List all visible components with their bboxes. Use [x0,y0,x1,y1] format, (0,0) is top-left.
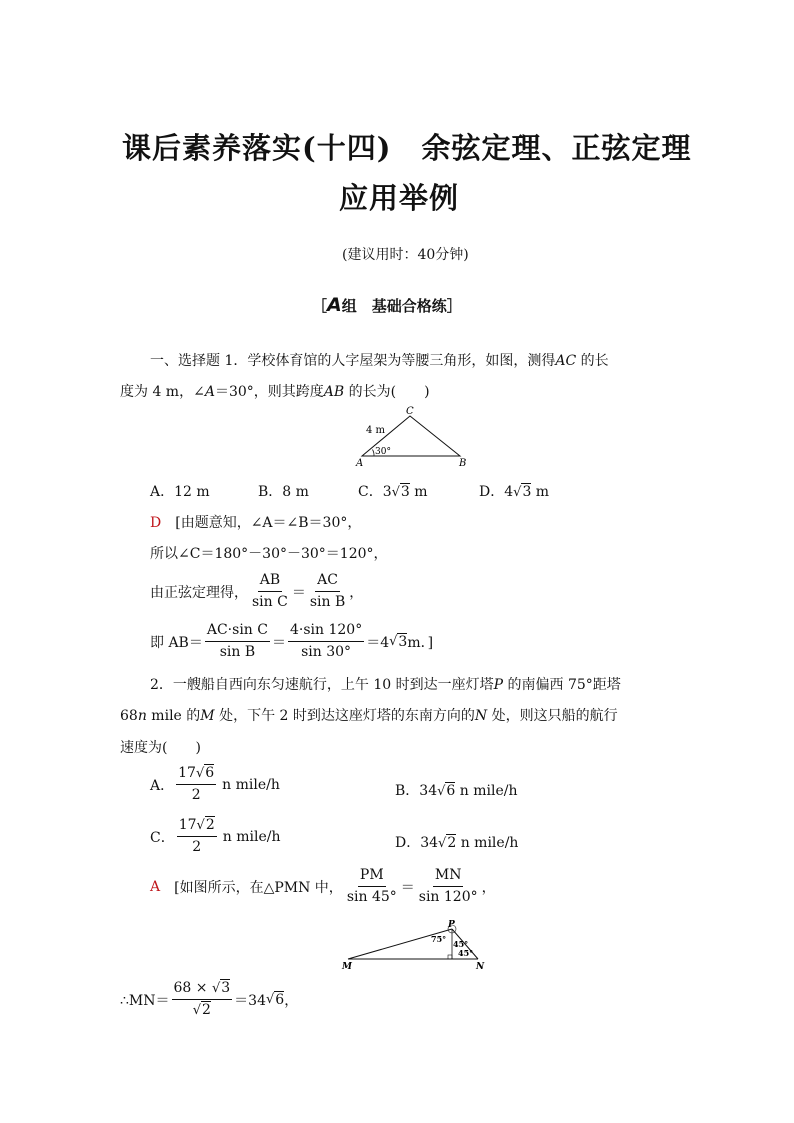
option-text: C．3 [358,484,392,500]
option-label: D．34 [395,835,439,851]
q2-text: 处，下午 2 时到达这座灯塔的东南方向的 [214,708,475,724]
fraction [345,867,399,906]
q1-text: ＝30°，则其跨度 [214,384,324,400]
angle-label: 30° [375,447,391,457]
answer-text: ， [349,584,364,601]
group-letter: A [327,294,342,316]
numerator: AB [258,572,282,592]
q1-var: AC [555,353,577,369]
q1-text: 的长为( ) [344,384,430,400]
fraction [205,622,270,661]
numerator [177,817,217,837]
q2-option-d [395,832,518,852]
right-angle-mark [448,955,452,959]
q1-option-c [358,481,428,501]
numerator [172,980,233,1000]
answer-text: [由题意知，∠A＝∠B＝30°， [175,515,362,531]
answer-text: ， [481,879,496,896]
fraction [176,765,216,804]
answer-letter: A [150,878,161,895]
q2-line2 [120,705,618,725]
radicand: 6 [205,765,215,781]
q2-option-b [395,780,518,800]
fraction [177,817,217,856]
q2-answer-line2 [120,980,298,1019]
fraction [417,867,480,906]
q1-text: 一、选择题 1．学校体育馆的人字屋架为等腰三角形，如图，测得 [150,353,556,369]
q2-answer-line1 [150,867,496,906]
denominator: 2 [191,787,201,803]
q1-option-d [479,481,549,501]
denominator: sin 30° [301,644,352,660]
sqrt-sign: √ [266,992,275,1007]
q2-line3: 速度为( ) [120,740,201,756]
group-heading [312,294,462,316]
option-text: D．4 [479,484,514,500]
numerator [176,765,216,785]
option-unit: n mile/h [456,835,519,851]
numerator-text: 17 [178,765,196,781]
sqrt-sign: √ [195,766,205,781]
numerator-text: 68 × [173,980,212,996]
denominator: sin C [252,594,288,610]
answer-text: [如图所示，在△PMN 中， [174,879,343,896]
radicand: 2 [205,817,215,833]
q2-option-c [150,817,280,856]
q2-triangle-figure [340,918,495,972]
q2-var: N [474,708,488,724]
vertex-label-n: N [476,962,485,972]
page-title-line2: 应用举例 [339,181,460,215]
answer-text: 由正弦定理得， [150,584,248,601]
time-hint: (建议用时：40分钟) [342,247,469,263]
radicand: 3 [398,634,408,650]
option-unit: n mile/h [455,783,518,799]
vertex-label-b: B [459,458,467,469]
sqrt-sign: √ [438,836,447,851]
denominator: sin B [219,644,256,660]
radicand: 3 [400,484,410,500]
angle-label-75: 75° [431,934,447,944]
numerator: AC [315,572,340,592]
equals-sign: ＝ [271,634,286,651]
q2-text: 68 [120,708,138,724]
answer-text: ∴MN＝ [120,992,170,1009]
denominator: sin 120° [418,889,478,905]
option-text: m [409,484,428,500]
side-length-label: 4 m [366,425,386,436]
angle-label-45-bottom: 45° [458,948,474,958]
equals-sign: ＝ [291,584,306,601]
fraction [288,622,364,661]
q1-triangle-figure [350,404,480,470]
vertex-label-m: M [342,962,352,972]
answer-text: ＝4 [366,634,390,651]
q2-line1 [150,674,621,694]
q1-var: A [204,384,215,400]
q1-line2 [120,381,430,401]
q1-answer-line3 [150,572,363,611]
answer-text: 即 AB＝ [150,634,203,651]
radicand: 6 [446,783,456,799]
q1-option-b: B．8 m [258,484,309,500]
option-unit: n mile/h [222,776,280,793]
radicand: 6 [275,992,285,1008]
sqrt-sign: √ [211,981,221,996]
q2-text: 的南偏西 75°距塔 [503,677,621,693]
vertex-label-a: A [356,458,364,469]
denominator [191,1000,213,1019]
option-text: m [531,484,550,500]
fraction [308,572,347,611]
q2-var: M [200,708,215,724]
sqrt-sign: √ [391,485,400,500]
radicand: 3 [522,484,532,500]
q1-option-a: A．12 m [150,484,210,500]
option-label: A． [150,777,175,794]
sqrt-sign: √ [196,818,205,833]
q1-text: 度为 4 m，∠ [120,384,205,400]
answer-text: ， [284,992,299,1009]
sqrt-sign: √ [437,784,446,799]
bracket-right: ］ [446,297,462,315]
radicand: 2 [447,835,457,851]
fraction [172,980,233,1019]
sqrt-sign: √ [389,634,398,649]
radicand: 3 [221,980,231,996]
q2-var: n [137,708,147,724]
vertex-label-p: P [448,920,455,930]
answer-letter: D [150,515,162,531]
group-label: 组 基础合格练 [341,297,447,315]
q1-var: AB [323,384,345,400]
angle-arc [373,450,375,457]
bracket-left: ［ [312,297,328,315]
vertex-label-c: C [406,406,414,417]
radicand: 2 [202,1002,211,1018]
page-title-line1: 课后素养落实(十四) 余弦定理、正弦定理 [122,131,692,165]
q1-answer-line2: 所以∠C＝180°－30°－30°＝120°， [150,546,388,562]
numerator: AC·sin C [205,622,270,642]
answer-text: ＝34 [234,992,266,1009]
q1-line1 [150,350,609,370]
denominator: 2 [192,839,202,855]
q2-text: 处，则这只船的航行 [487,708,618,724]
answer-text: m．] [407,634,434,651]
numerator: PM [358,867,386,887]
numerator: 4·sin 120° [288,622,364,642]
q1-text: 的长 [576,353,609,369]
option-unit: n mile/h [222,828,281,845]
q2-text: 2．一艘船自西向东匀速航行，上午 10 时到达一座灯塔 [150,677,494,693]
numerator-text: 17 [178,817,197,833]
denominator: sin 45° [346,889,397,905]
option-label: C． [150,829,175,846]
q1-answer-line4 [150,622,433,661]
q2-option-a [150,765,280,804]
denominator: sin B [309,594,346,610]
fraction [250,572,290,611]
q1-answer-line1 [150,512,361,532]
q2-var: P [493,677,504,693]
angle-label-45-top: 45° [453,939,469,949]
sqrt-sign: √ [513,485,522,500]
option-label: B．34 [395,783,438,799]
numerator: MN [433,867,464,887]
sqrt-sign: √ [192,1003,202,1018]
q2-text: mile 的 [146,708,201,724]
equals-sign: ＝ [400,879,415,896]
